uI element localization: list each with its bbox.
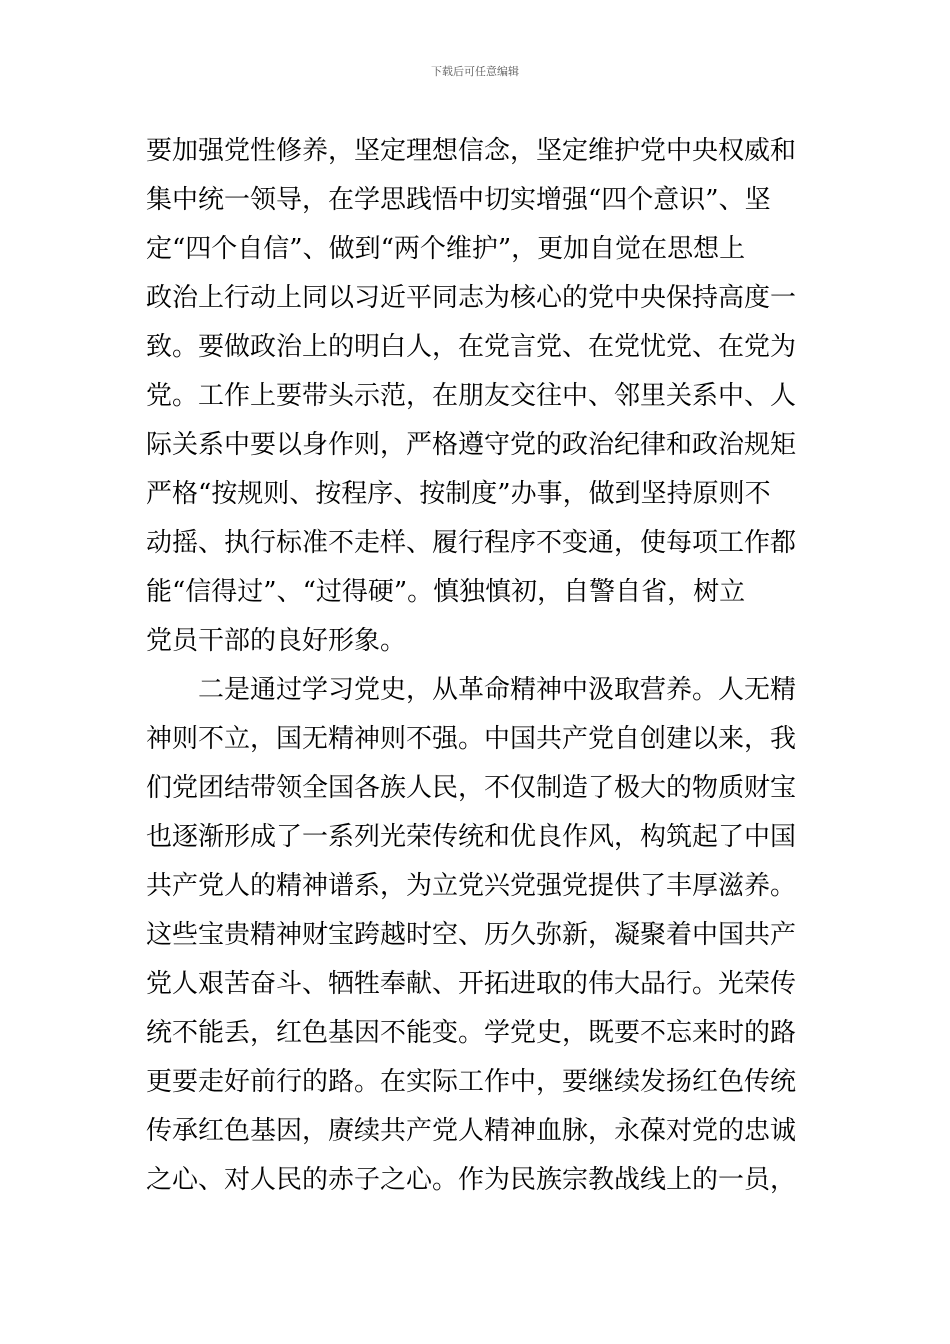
text-line: 政治上行动上同以习近平同志为核心的党中央保持高度一 xyxy=(146,283,797,313)
text-line: 致。要做政治上的明白人，在党言党、在党忧党、在党为 xyxy=(146,332,797,362)
text-line: 定“四个自信”、做到“两个维护”，更加自觉在思想上 xyxy=(146,234,746,264)
text-line: 际关系中要以身作则，严格遵守党的政治纪律和政治规矩 xyxy=(146,430,797,460)
text-line: 能“信得过”、“过得硬”。慎独慎初，自警自省，树立 xyxy=(146,577,746,607)
text-line: 严格“按规则、按程序、按制度”办事，做到坚持原则不 xyxy=(146,479,771,509)
page-header: 下载后可任意编辑 xyxy=(431,65,519,78)
text-line: 神则不立，国无精神则不强。中国共产党自创建以来，我 xyxy=(146,724,797,754)
text-line: 动摇、执行标准不走样、履行程序不变通，使每项工作都 xyxy=(146,528,797,558)
text-line: 集中统一领导，在学思践悟中切实增强“四个意识”、坚 xyxy=(146,185,771,215)
text-line: 这些宝贵精神财宝跨越时空、历久弥新，凝聚着中国共产 xyxy=(146,920,797,950)
text-line: 要加强党性修养，坚定理想信念，坚定维护党中央权威和 xyxy=(146,136,797,166)
paragraph-start-line: 二是通过学习党史，从革命精神中汲取营养。人无精 xyxy=(198,675,797,705)
text-line: 们党团结带领全国各族人民，不仅制造了极大的物质财宝 xyxy=(146,773,797,803)
text-line: 共产党人的精神谱系，为立党兴党强党提供了丰厚滋养。 xyxy=(146,871,797,901)
text-line: 党员干部的良好形象。 xyxy=(146,626,407,656)
text-line: 更要走好前行的路。在实际工作中，要继续发扬红色传统 xyxy=(146,1067,797,1097)
text-line: 之心、对人民的赤子之心。作为民族宗教战线上的一员， xyxy=(146,1165,797,1195)
text-line: 党人艰苦奋斗、牺牲奉献、开拓进取的伟大品行。光荣传 xyxy=(146,969,797,999)
text-line: 也逐渐形成了一系列光荣传统和优良作风，构筑起了中国 xyxy=(146,822,797,852)
text-line: 传承红色基因，赓续共产党人精神血脉，永葆对党的忠诚 xyxy=(146,1116,797,1146)
text-line: 党。工作上要带头示范，在朋友交往中、邻里关系中、人 xyxy=(146,381,797,411)
body-text xyxy=(146,127,810,1205)
text-line: 统不能丢，红色基因不能变。学党史，既要不忘来时的路 xyxy=(146,1018,797,1048)
